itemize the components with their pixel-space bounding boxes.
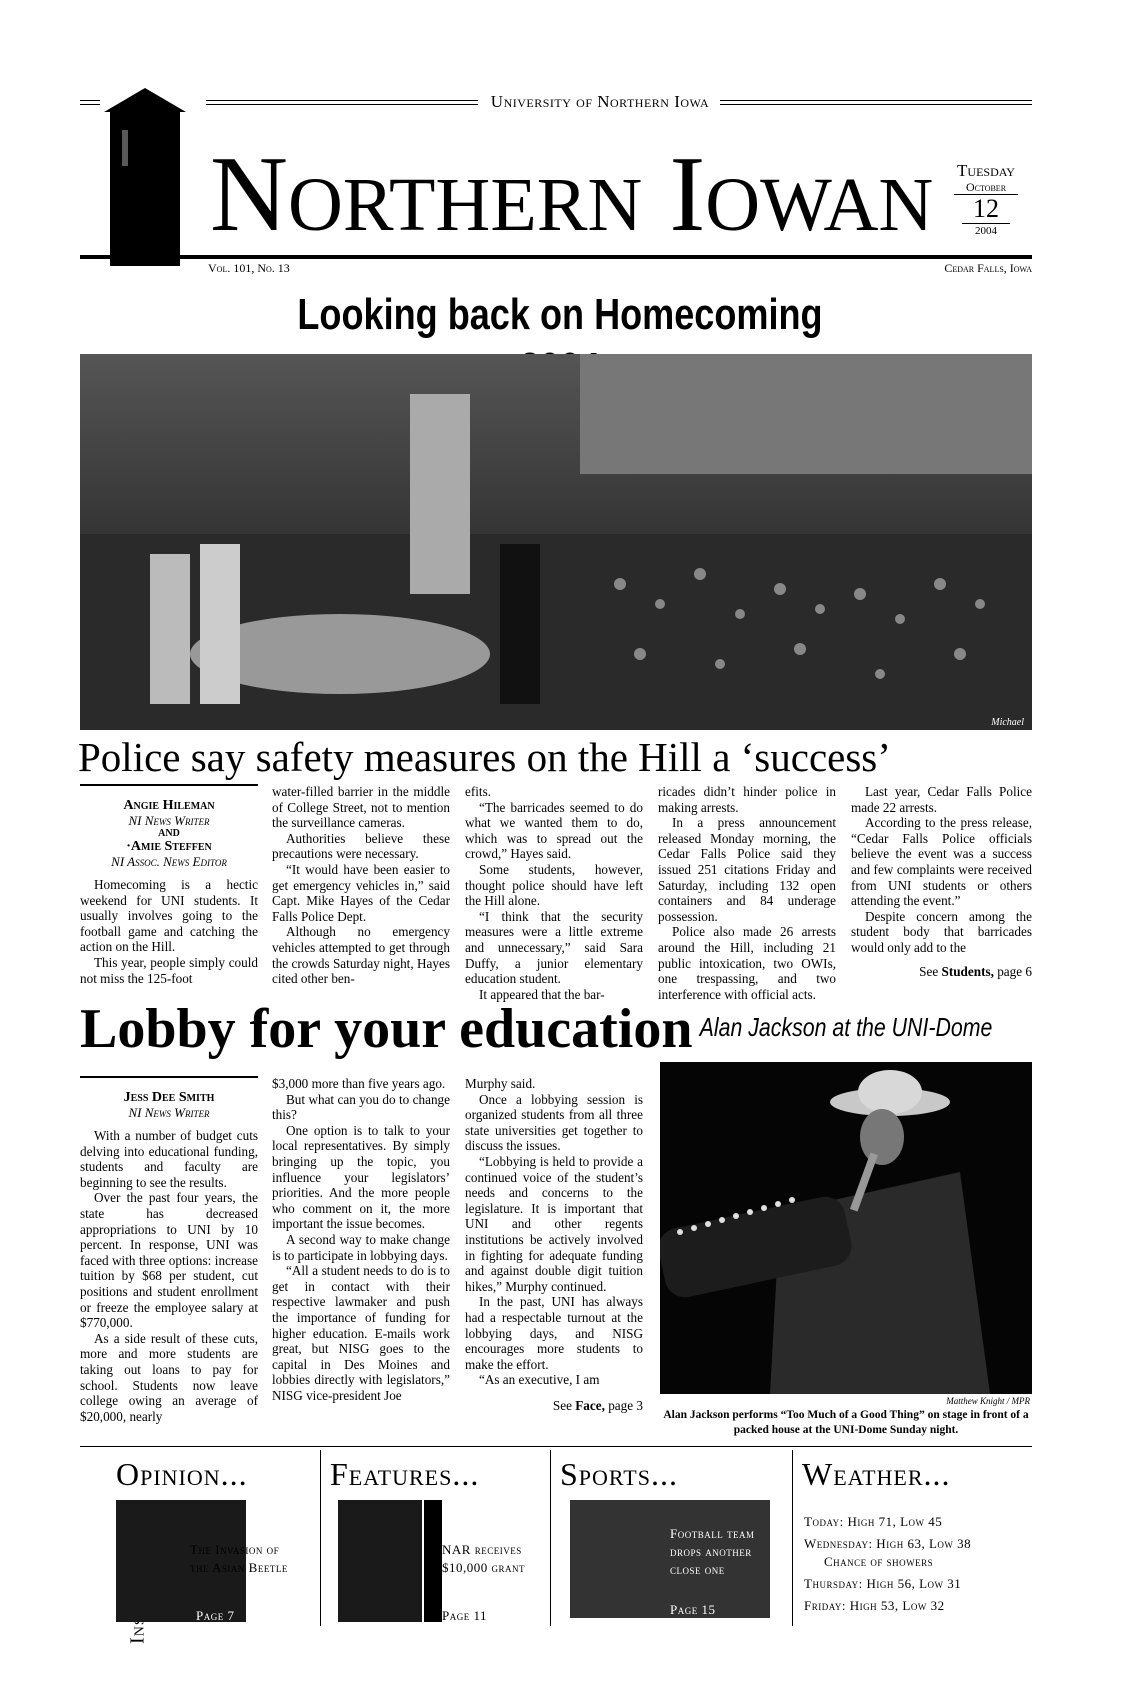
paragraph: Police also made 26 arrests around the Hill, including 21 public intoxication, two OWIs, one trespassing, and two interference with official acts. (658, 924, 836, 1002)
paragraph: water-filled barrier in the middle of College Street, not to mention the surveillance cameras. (272, 784, 450, 831)
features-line-1: NAR receives (442, 1542, 522, 1557)
sports-line-1: Football team (670, 1526, 755, 1541)
lobby-story-col-1 (80, 1076, 258, 1424)
inside-opinion[interactable] (116, 1456, 312, 1626)
jump-target: Students, (941, 963, 994, 979)
volume-number: Vol. 101, No. 13 (208, 261, 290, 275)
university-name: University of Northern Iowa (490, 92, 710, 111)
alan-jackson-photo (660, 1062, 1032, 1394)
paragraph: Over the past four years, the state has decreased appropriations to UNI by 10 percent. In response, UNI was faced with three options: increase tuition by $68 per student, cut positions and student enrollment or freeze the employee salary at $770,000. (80, 1190, 258, 1331)
dateline-location: Cedar Falls, Iowa (944, 261, 1032, 275)
paragraph: ricades didn’t hinder police in making arrests. (658, 784, 836, 815)
homecoming-photo (80, 354, 1032, 730)
alan-jackson-credit: Matthew Knight / MPR (946, 1396, 1030, 1406)
paragraph: Homecoming is a hectic weekend for UNI students. It usually involves going to the football game and catching the action on the Hill. (80, 877, 258, 955)
paragraph: It appeared that the bar- (479, 986, 605, 1002)
issue-day: Tuesday (957, 161, 1015, 180)
paragraph: In a press announcement released Monday morning, the Cedar Falls Police said they issued 251 citations Friday and Saturday, including 132 open containers and 84 underage possession. (658, 815, 836, 924)
campanile-logo (100, 88, 190, 266)
sports-line-3: close one (670, 1562, 725, 1577)
paragraph: Once a lobbying session is organized students from all three state universities get together to discuss the issues. (465, 1091, 643, 1154)
opinion-title: Opinion... (116, 1456, 248, 1492)
byline-name: Jess Dee Smith (123, 1090, 215, 1105)
paper-title: Northern Iowan (210, 135, 934, 254)
lobby-jump-link[interactable] (465, 1398, 643, 1414)
police-story-col-2 (272, 784, 450, 987)
sports-title: Sports... (560, 1456, 678, 1492)
paragraph: With a number of budget cuts delving into educational funding, students and faculty are beginning to see the results. (80, 1128, 258, 1190)
byline-name-1: Angie Hileman (123, 798, 215, 813)
inside-sports[interactable] (560, 1456, 790, 1626)
jump-target: Face, (575, 1397, 605, 1413)
weather-today: Today: High 71, Low 45 (804, 1514, 943, 1529)
jump-page: page 6 (993, 963, 1032, 979)
jump-page: page 3 (604, 1397, 643, 1413)
paragraph: Despite concern among the student body that barricades would only add to the (851, 908, 1032, 955)
paragraph: Murphy said. (465, 1076, 536, 1091)
inside-weather (802, 1456, 1032, 1626)
paragraph: This year, people simply could not miss the 125-foot (80, 954, 258, 986)
police-story-col-5 (851, 784, 1032, 979)
paragraph: In the past, UNI has always had a respectable turnout at the lobbying days, and NISG encourages more students to make the effort. (465, 1294, 643, 1372)
byline-and: AND (158, 828, 180, 839)
byline-title-2: NI Assoc. News Editor (111, 854, 227, 869)
police-story-col-4 (658, 784, 836, 1002)
issue-date (940, 162, 1032, 238)
issue-date-number: 12 (973, 194, 999, 223)
homecoming-photo-credit: Michael (991, 717, 1024, 728)
inside-features[interactable] (330, 1456, 540, 1626)
opinion-page: Page 7 (196, 1608, 235, 1623)
homecoming-banner: Looking back on Homecoming (297, 290, 823, 339)
features-page: Page 11 (442, 1608, 487, 1623)
alan-jackson-caption: Alan Jackson performs “Too Much of a Good Thing” on stage in front of a packed house at the UNI-Dome Sunday night. (663, 1409, 1029, 1436)
lobby-headline: Lobby for your education (80, 998, 693, 1060)
alan-jackson-photo-art (660, 1062, 1032, 1394)
issue-year: 2004 (962, 223, 1010, 238)
paragraph: Last year, Cedar Falls Police made 22 arrests. (851, 784, 1032, 815)
byline-name-2: ·Amie Steffen (126, 839, 212, 854)
paragraph: “The barricades seemed to do what we wanted them to do, which was to spread out the crowd,” Hayes said. (465, 799, 643, 862)
weather-friday: Friday: High 53, Low 32 (804, 1598, 945, 1613)
paragraph: “It would have been easier to get emergency vehicles in,” said Capt. Mike Hayes of the Cedar Falls Police Dept. (272, 861, 450, 924)
opinion-line-2: the Asian Beetle (190, 1560, 288, 1575)
jump-prefix: See (552, 1397, 576, 1413)
byline-title: NI News Writer (128, 1105, 210, 1120)
paragraph: “I think that the security measures were a little extreme and unnecessary,” said Sara Duffy, a junior elementary education student. (465, 908, 643, 987)
lobby-story-col-2 (272, 1076, 450, 1403)
lobby-story-col-3 (465, 1076, 643, 1413)
paragraph: One option is to talk to your local representatives. By simply bringing up the topic, you influence your legislators’ priorities. And the more people who comment on it, the more important the issue becomes. (272, 1122, 450, 1232)
alan-jackson-title: Alan Jackson at the UNI-Dome (699, 1012, 993, 1042)
sports-page: Page 15 (670, 1602, 716, 1617)
paragraph: “All a student needs to do is to get in contact with their respective lawmaker and push the importance of funding for higher education. E-mails work great, but NISG goes to the capital in Des Moines and lobbies directly with legislators,” NISG vice-president Joe (272, 1263, 450, 1403)
issue-month: October (954, 180, 1018, 195)
byline-title-1: NI News Writer (128, 813, 210, 828)
paragraph: Authorities believe these precautions were necessary. (272, 830, 450, 862)
features-title: Features... (330, 1456, 480, 1492)
police-story-col-3 (465, 784, 643, 1002)
paragraph: A second way to make change is to participate in lobbying days. (272, 1231, 450, 1263)
opinion-line-1: The Invasion of (190, 1542, 280, 1557)
paragraph: “As an executive, I am (479, 1372, 600, 1388)
paragraph: Although no emergency vehicles attempted to get through the crowds Saturday night, Hayes cited other ben- (272, 924, 450, 987)
paragraph: efits. (465, 784, 492, 799)
grant-photo (424, 1500, 442, 1622)
weather-title: Weather... (802, 1456, 951, 1492)
homecoming-photo-art (80, 354, 1032, 730)
paragraph: $3,000 more than five years ago. (272, 1076, 446, 1091)
paragraph: But what can you do to change this? (272, 1091, 450, 1123)
lobby-byline (80, 1090, 258, 1120)
police-story-col-1 (80, 784, 258, 986)
police-byline (80, 798, 258, 869)
sports-line-2: drops another (670, 1544, 752, 1559)
paragraph: As a side result of these cuts, more and more students are taking out loans to pay for school. Students now leave college owing an average of $20,000, nearly (80, 1330, 258, 1424)
paragraph: According to the press release, “Cedar Falls Police officials believe the event was a success and few complaints were received from UNI students or others attending the event.” (851, 815, 1032, 909)
paragraph: Some students, however, thought police should have left the Hill alone. (465, 861, 643, 909)
weather-wednesday: Wednesday: High 63, Low 38 (804, 1536, 972, 1551)
jump-prefix: See (919, 963, 942, 979)
weather-wednesday-note: Chance of showers (824, 1554, 934, 1569)
paragraph: “Lobbying is held to provide a continued voice of the student’s needs and concerns to the legislature. It is important that UNI and other regents institutions be actively involved in fighting for adequate funding and against double digit tuition hikes,” Murphy continued. (465, 1153, 643, 1294)
police-headline: Police say safety measures on the Hill a ‘success’ (78, 734, 891, 780)
features-line-2: $10,000 grant (442, 1560, 525, 1575)
jar-photo (338, 1500, 422, 1622)
police-jump-link[interactable] (851, 964, 1032, 980)
weather-thursday: Thursday: High 56, Low 31 (804, 1576, 962, 1591)
